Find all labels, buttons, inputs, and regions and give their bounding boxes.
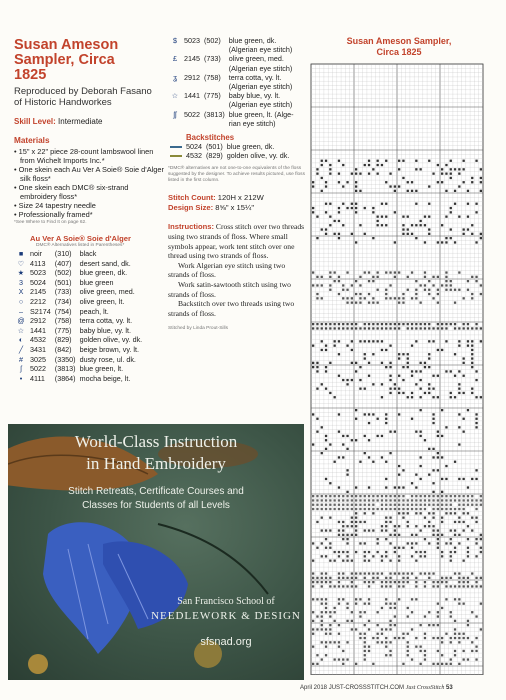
stitch-symbol: ʃʃ xyxy=(173,109,177,119)
dmc-number: (3864) xyxy=(54,373,76,383)
list-item: • Size 24 tapestry needle xyxy=(14,201,96,210)
table-row xyxy=(14,326,144,336)
color-name: olive green, med. xyxy=(79,287,135,297)
article-title xyxy=(14,38,164,83)
grid-lines xyxy=(311,64,483,675)
dmc-number: (501) xyxy=(54,277,72,287)
backstitch-swatch xyxy=(168,151,184,160)
dmc-number: (3350) xyxy=(54,354,76,364)
title-line: Sampler, Circa xyxy=(14,52,115,68)
table-row xyxy=(14,297,144,307)
floss-number: 1441 xyxy=(30,325,46,335)
color-name: desert sand, dk. xyxy=(79,258,131,268)
floss-number: 2145 xyxy=(184,54,200,64)
color-name xyxy=(227,54,296,72)
color-name: beige brown, vy. lt. xyxy=(79,344,139,354)
color-name: terra cotta, vy. lt. xyxy=(79,316,133,326)
color-name-line: (Algerian eye stitch) xyxy=(228,100,293,110)
ad-headline: in Hand Embroidery xyxy=(86,454,226,473)
stitch-count-value: 120H x 212W xyxy=(217,193,264,203)
instructions xyxy=(168,222,308,318)
color-name: blue green, lt. xyxy=(79,364,124,374)
list-item: • One skein each DMC® six-strand embroidery floss* xyxy=(14,183,129,201)
dmc-number: (754) xyxy=(54,306,72,316)
table-row xyxy=(14,355,144,365)
materials-heading: Materials xyxy=(14,136,50,145)
table-row xyxy=(14,374,144,384)
stitch-count-label: Stitch Count: xyxy=(168,193,216,203)
title-line: 1825 xyxy=(14,67,47,83)
color-name-line: (Algerian eye stitch) xyxy=(228,45,293,55)
table-row xyxy=(14,345,144,355)
color-name: baby blue, vy. lt. xyxy=(79,325,131,335)
floss-symbol: ○ xyxy=(18,296,24,306)
color-name: black xyxy=(79,249,97,258)
floss-symbol: – xyxy=(19,306,23,316)
backstitch-swatch xyxy=(168,142,184,151)
table-row xyxy=(168,36,296,54)
dmc-number: (310) xyxy=(54,249,72,258)
stitched-by-credit: Stitched by Linda Prout-Sills xyxy=(168,326,228,332)
floss-number: 4113 xyxy=(30,258,46,268)
advertisement xyxy=(8,424,304,680)
floss-number: 5022 xyxy=(30,364,46,374)
floss-symbol: @ xyxy=(17,316,25,326)
floss-number: 5023 xyxy=(30,268,46,278)
floss-number: 4532 xyxy=(186,151,202,161)
color-name: olive green, lt. xyxy=(79,296,125,306)
table-row xyxy=(14,268,144,278)
dmc-number: (775) xyxy=(204,91,221,101)
floss-number: 1441 xyxy=(184,91,200,101)
floss-number: 5023 xyxy=(184,36,200,45)
table-row xyxy=(14,287,144,297)
chart-title-line: Circa 1825 xyxy=(376,47,422,57)
design-size-value: 8⅝" x 15¼" xyxy=(215,203,255,213)
table-row xyxy=(14,364,144,374)
dmc-number: (733) xyxy=(204,54,221,64)
color-name: golden olive, vy. dk. xyxy=(226,151,290,161)
floss-symbol: 3 xyxy=(19,277,23,287)
table-row xyxy=(168,151,291,160)
floss-symbol: # xyxy=(19,354,23,364)
footer-date: April 2018 xyxy=(300,685,328,691)
floss-number: S2174 xyxy=(30,306,51,316)
gold-bead-cluster xyxy=(28,654,48,674)
backstitch-heading: Backstitches xyxy=(186,133,235,143)
color-name-line: baby blue, vy. lt. xyxy=(228,91,281,101)
floss-number: 5024 xyxy=(30,277,46,287)
color-name-line: terra cotta, vy. lt. xyxy=(228,72,282,82)
color-name-line: (Algerian eye stitch) xyxy=(228,82,293,92)
floss-number: 5022 xyxy=(184,109,200,119)
floss-number: 2912 xyxy=(184,72,200,82)
footer-site: JUST-CROSSSTITCH.COM xyxy=(328,685,405,691)
dmc-number: (758) xyxy=(204,72,221,82)
chart-title-line: Susan Ameson Sampler, xyxy=(346,36,452,46)
school-name: San Francisco School of xyxy=(177,596,275,607)
color-name: blue green, dk. xyxy=(226,142,275,152)
dmc-number: (3813) xyxy=(204,109,225,119)
color-name: blue green xyxy=(79,277,114,287)
dmc-number: (3813) xyxy=(54,364,76,374)
table-row xyxy=(168,54,296,72)
stitch-symbol: £ xyxy=(173,54,177,64)
subtitle-line: Reproduced by Deborah Fasano xyxy=(14,86,152,97)
color-name-line: blue green, dk. xyxy=(228,36,277,45)
dmc-number: (829) xyxy=(206,151,223,161)
dmc-number: (502) xyxy=(54,268,72,278)
skill-value: Intermediate xyxy=(58,117,103,126)
floss-symbol: ◐ xyxy=(18,335,24,345)
color-name-line: rian eye stitch) xyxy=(228,118,276,128)
table-row xyxy=(168,142,291,151)
color-name: peach, lt. xyxy=(79,306,109,316)
table-row xyxy=(168,110,296,128)
color-name xyxy=(227,73,296,91)
stitch-symbol: $ xyxy=(173,36,177,45)
school-name: NEEDLEWORK & DESIGN xyxy=(151,610,301,622)
stitch-chart-grid xyxy=(308,62,490,682)
color-name xyxy=(227,110,296,128)
color-name-line: olive green, med. xyxy=(228,54,284,64)
dmc-number: (775) xyxy=(54,325,72,335)
instructions-label: Instructions: xyxy=(168,222,214,232)
page-number: 53 xyxy=(446,685,453,691)
skill-label: Skill Level: xyxy=(14,117,56,126)
color-name: dusty rose, ul. dk. xyxy=(79,354,136,364)
ad-tagline: Stitch Retreats, Certificate Courses and xyxy=(68,486,244,497)
table-row xyxy=(14,278,144,288)
color-name xyxy=(227,91,296,109)
color-name-line: blue green, lt. (Alge- xyxy=(228,109,294,119)
floss-number: 2912 xyxy=(30,316,46,326)
left-column xyxy=(14,38,164,383)
chart-title xyxy=(308,36,490,58)
list-item: • 15" x 22" piece 28-count lambswool linen from Wichelt Imports Inc.* xyxy=(14,147,154,165)
skill-level xyxy=(14,117,164,126)
color-name: blue green, dk. xyxy=(79,268,128,278)
floss-key-table xyxy=(14,249,144,383)
floss-symbol: ■ xyxy=(18,249,24,258)
dmc-number: (829) xyxy=(54,335,72,345)
color-name: golden olive, vy. dk. xyxy=(79,335,143,345)
title-line: Susan Ameson xyxy=(14,37,119,53)
table-row xyxy=(168,73,296,91)
floss-number: 4532 xyxy=(30,335,46,345)
floss-key-heading: Au Ver A Soie® Soie d'Alger xyxy=(30,234,131,243)
ad-headline: World-Class Instruction xyxy=(74,432,238,451)
middle-column xyxy=(168,36,308,331)
footer-magazine: Just CrossStitch xyxy=(405,685,445,691)
ad-url-link[interactable]: sfsnad.org xyxy=(200,636,252,648)
instructions-text: Cross stitch over two threads using two strands of floss. Where small symbols appear, work tent stitch over one thread using two strands of floss. xyxy=(168,222,305,261)
color-name: mocha beige, lt. xyxy=(79,373,131,383)
floss-number: 3431 xyxy=(30,344,46,354)
floss-symbol: • xyxy=(19,373,23,383)
table-row xyxy=(168,91,296,109)
dmc-number: (842) xyxy=(54,344,72,354)
table-row xyxy=(14,335,144,345)
subtitle-line: of Historic Handworkes xyxy=(14,97,112,108)
floss-symbol: ♡ xyxy=(17,258,25,268)
floss-symbol: ★ xyxy=(17,268,25,278)
article-subtitle xyxy=(14,86,164,108)
instructions-text: Work satin-sawtooth stitch using two strands of floss. xyxy=(168,280,291,299)
algerian-key-table xyxy=(168,36,296,128)
stitch-symbol: ʓ xyxy=(173,72,177,82)
design-size-label: Design Size: xyxy=(168,203,214,213)
dmc-note: *DMC® alternatives are not one-to-one equivalents of the floss suggested by the designer. To achieve results pictured, use floss listed in the first column. xyxy=(168,166,305,184)
floss-symbol: ☆ xyxy=(17,325,25,335)
floss-number: 5024 xyxy=(186,142,202,152)
table-row xyxy=(14,307,144,317)
dmc-number: (502) xyxy=(204,36,221,45)
dmc-number: (734) xyxy=(54,296,72,306)
dmc-number: (407) xyxy=(54,258,72,268)
floss-symbol: X xyxy=(18,287,24,297)
materials-footnote: *See Where to Find It on page 62. xyxy=(14,220,87,225)
floss-number: 2212 xyxy=(30,296,46,306)
table-row xyxy=(14,259,144,269)
table-row xyxy=(14,316,144,326)
dmc-number: (501) xyxy=(206,142,223,152)
stitch-symbol: ☆ xyxy=(171,91,179,101)
instructions-text: Work Algerian eye stitch using two strands of floss. xyxy=(168,260,286,280)
dmc-number: (733) xyxy=(54,287,72,297)
instructions-text: Backstitch over two threads using two strands of floss. xyxy=(168,299,295,318)
floss-number: 3025 xyxy=(30,354,46,364)
ad-tagline: Classes for Students of all Levels xyxy=(82,500,230,511)
materials-list xyxy=(14,147,164,219)
floss-key-subheading: DMC® Alternatives listed in Parentheses* xyxy=(36,243,125,248)
color-name-line: (Algerian eye stitch) xyxy=(228,63,293,73)
list-item: • Professionally framed* xyxy=(14,210,93,219)
floss-number: noir xyxy=(30,249,42,258)
backstitch-table xyxy=(168,142,291,160)
floss-symbol: ╱ xyxy=(18,344,24,354)
color-name xyxy=(227,36,296,54)
floss-symbol: ʃ xyxy=(20,364,22,374)
stitch-info xyxy=(168,193,308,213)
floss-number: 2145 xyxy=(30,287,46,297)
list-item: • One skein each Au Ver A Soie® Soie d'Alger silk floss* xyxy=(14,165,164,183)
dmc-number: (758) xyxy=(54,316,72,326)
page-footer xyxy=(300,685,453,691)
table-row xyxy=(14,249,144,259)
chart-column xyxy=(308,36,490,687)
floss-number: 4111 xyxy=(30,373,45,383)
